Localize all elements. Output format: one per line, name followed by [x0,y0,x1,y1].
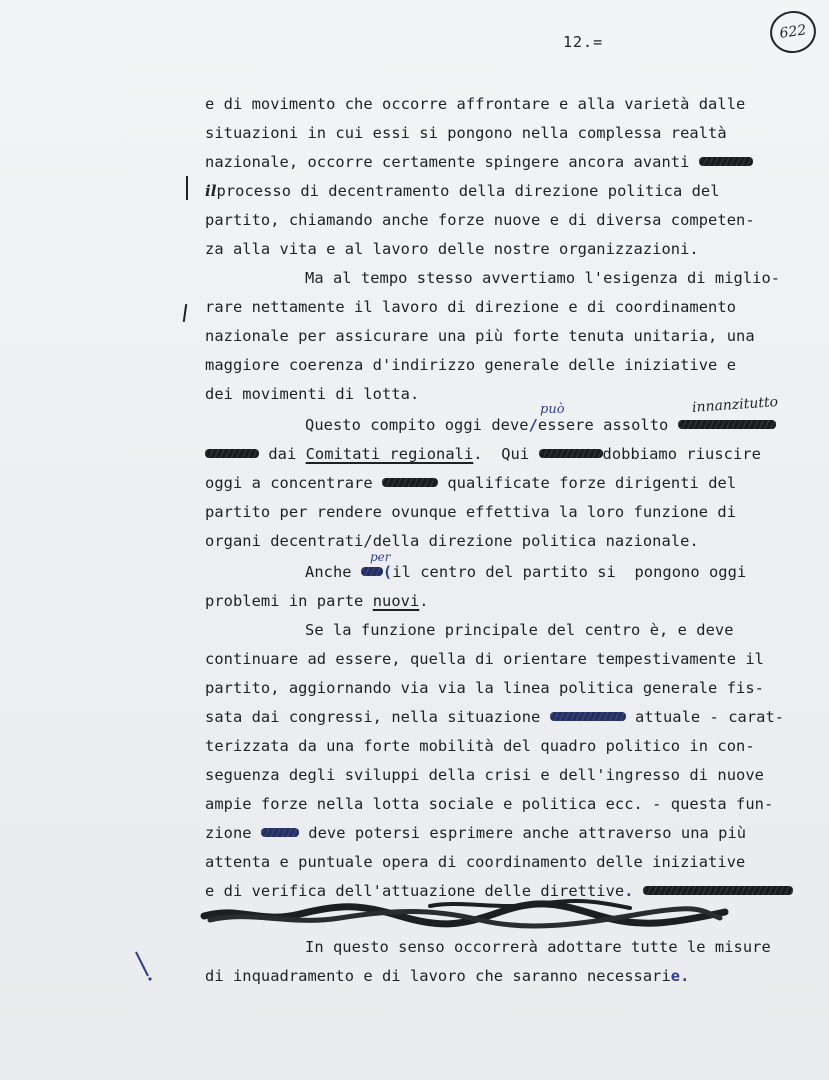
text-line: maggiore coerenza d'indirizzo generale delle iniziative e [205,356,737,374]
line-text: oggi a concentrare [205,474,373,492]
struck-word [699,157,753,166]
text-line: partito, chiamando anche forze nuove e di diversa competen- [205,211,755,229]
line-text: dai [268,445,297,463]
text-line [205,181,720,201]
struck-word [205,449,259,458]
text-line: organi decentrati/della direzione politica nazionale. [205,532,699,550]
underlined-text: Comitati regionali [305,445,474,463]
text-line: partito per rendere ovunque effettiva la loro funzione di [205,503,737,521]
line-text: . Qui [473,445,530,463]
text-line: seguenza degli sviluppi della crisi e dell'ingresso di nuove [205,766,764,784]
text-line: Se la funzione principale del centro è, e deve [305,621,734,639]
struck-word [261,828,299,837]
text-line: Questo compito oggi deve/essere assolto [305,415,776,435]
line-text: deve potersi esprimere anche attraverso una più [308,824,747,842]
text-line: Anche (il centro del partito si pongono oggi [305,563,747,581]
struck-word [382,478,438,487]
struck-word [550,712,626,721]
text-line: za alla vita e al lavoro delle nostre organizzazioni. [205,240,699,258]
margin-check-mark [132,950,156,984]
text-line: continuare ad essere, quella di orientare tempestivamente il [205,650,764,668]
line-text: qualificate forze dirigenti del [447,474,737,492]
line-text: sata dai congressi, nella situazione [205,708,541,726]
underlined-text: nuovi [372,592,420,610]
line-text: della direzione politica nazionale. [372,532,699,550]
text-line [205,473,736,493]
text-line: ampie forze nella lotta sociale e politica ecc. - questa fun- [205,795,774,813]
line-text: dobbiamo riuscire [602,445,761,463]
crossed-out-line [200,898,730,930]
text-line: nazionale per assicurare una più forte tenuta unitaria, una [205,327,755,345]
line-text: attuale - carat- [635,708,785,726]
line-text: organi decentrati [205,532,364,550]
text-line [205,823,746,843]
line-text: Questo compito oggi deve [305,416,529,434]
archive-stamp: 622 [767,8,818,56]
text-line [205,152,753,172]
page-number: 12.= [563,33,604,51]
text-line: partito, aggiornando via via la linea politica generale fis- [205,679,764,697]
text-line: attenta e puntuale opera di coordinamento delle iniziative [205,853,746,871]
line-text: Anche [305,563,352,581]
struck-word [678,420,776,429]
text-line: In questo senso occorrerà adottare tutte le misure [305,938,771,956]
line-text: processo di decentramento della direzione politica del [216,182,720,200]
struck-text [643,886,793,895]
handwritten-puo: può [540,402,565,417]
line-text: nazionale, occorre certamente spingere ancora avanti [205,153,690,171]
text-line: rare nettamente il lavoro di direzione e di coordinamento [205,298,737,316]
struck-word [361,567,383,576]
text-line: di inquadramento e di lavoro che saranno necessarie. [205,967,690,985]
text-line: situazioni in cui essi si pongono nella complessa realtà [205,124,727,142]
text-line [205,591,429,611]
text-line: terizzata da una forte mobilità del quadro politico in con- [205,737,755,755]
handwritten-il: il [205,182,217,200]
text-line [205,444,761,464]
margin-mark [183,304,187,322]
text-line: e di verifica dell'attuazione delle direttive. [205,881,793,901]
line-text: essere assolto [537,416,669,434]
text-line: dei movimenti di lotta. [205,385,420,403]
text-line [205,707,784,727]
line-text: il centro del partito si pongono oggi [392,563,747,581]
text-line: e di movimento che occorre affrontare e alla varietà dalle [205,95,746,113]
line-text: di inquadramento e di lavoro che saranno necessari [205,967,671,985]
margin-mark [186,176,188,200]
struck-word [539,449,603,458]
handwritten-per: per [370,550,391,564]
line-text: zione [205,824,252,842]
line-text: problemi in parte [205,592,364,610]
handwritten-innanzitutto: innanzitutto [691,394,779,416]
text-line: Ma al tempo stesso avvertiamo l'esigenza di miglio- [305,269,781,287]
line-text: e di verifica dell'attuazione delle direttive [205,882,625,900]
line-text: . [419,592,429,610]
